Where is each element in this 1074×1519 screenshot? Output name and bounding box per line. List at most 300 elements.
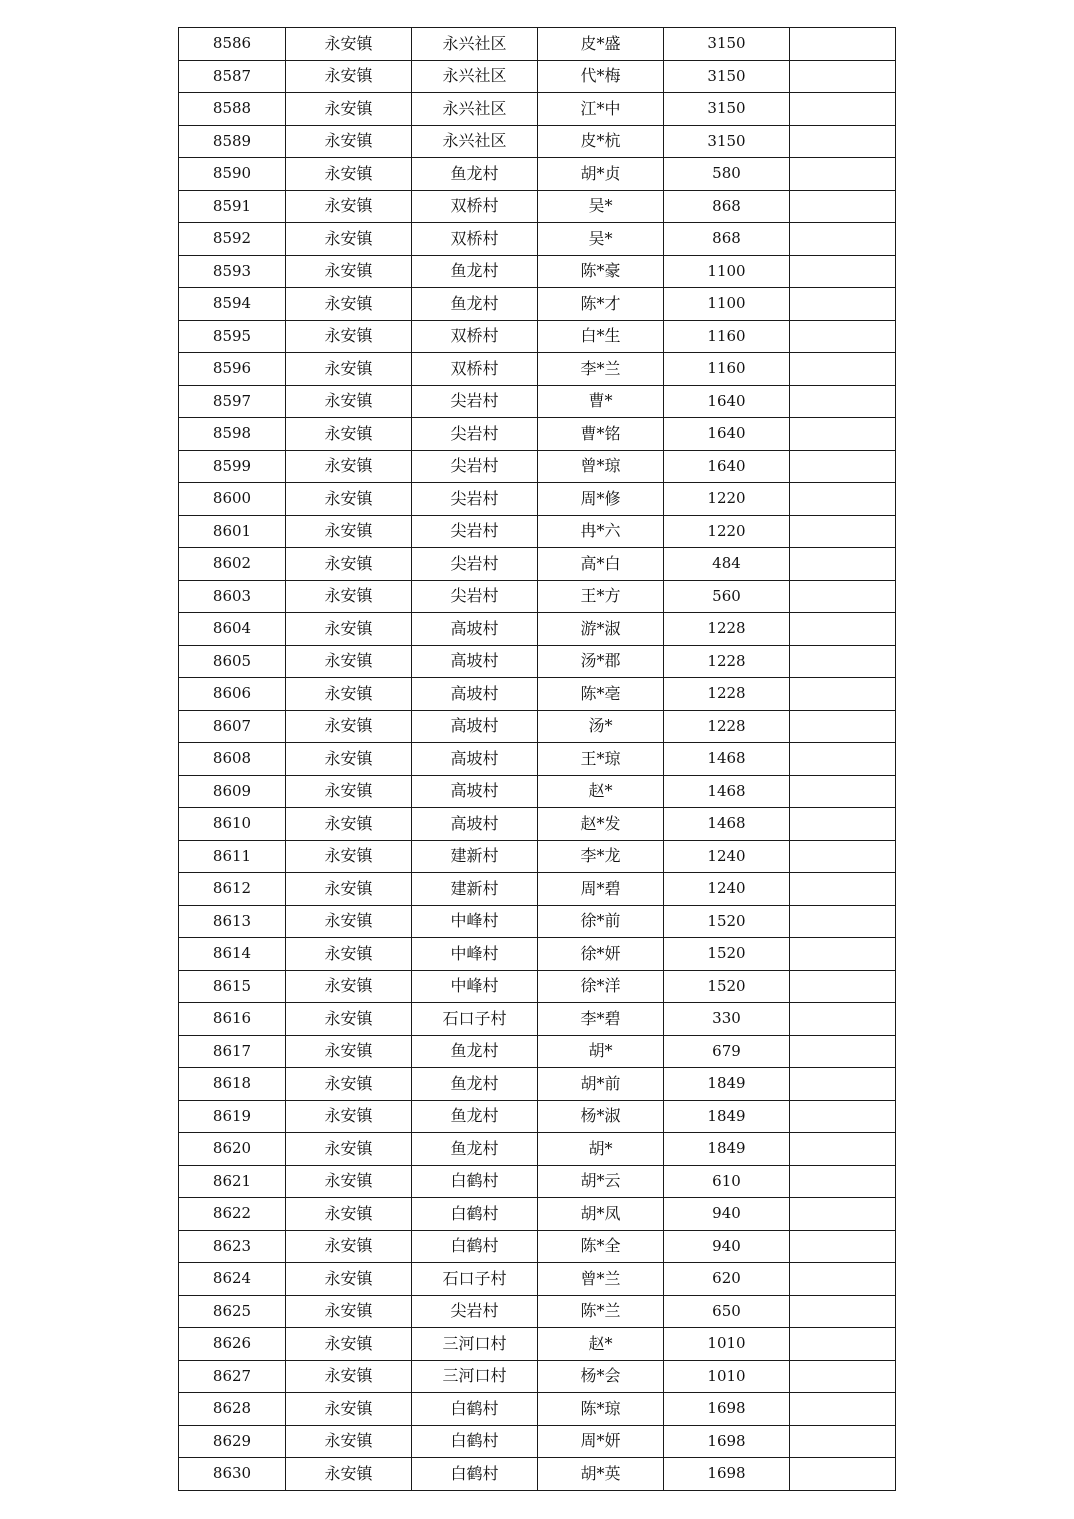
table-row: [179, 1360, 896, 1393]
town-cell: 永安镇: [286, 1295, 412, 1328]
town-cell: 永安镇: [286, 645, 412, 678]
village-cell: 白鹤村: [412, 1458, 538, 1491]
person-name-cell: 赵*发: [538, 808, 664, 841]
note-cell: [790, 840, 896, 873]
table-row: [179, 28, 896, 61]
serial-number-cell: 8597: [179, 385, 286, 418]
town-cell: 永安镇: [286, 483, 412, 516]
town-cell: 永安镇: [286, 1198, 412, 1231]
table-row: [179, 1068, 896, 1101]
serial-number-cell: 8601: [179, 515, 286, 548]
note-cell: [790, 353, 896, 386]
town-cell: 永安镇: [286, 938, 412, 971]
town-cell: 永安镇: [286, 288, 412, 321]
town-cell: 永安镇: [286, 158, 412, 191]
table-row: [179, 158, 896, 191]
village-cell: 白鹤村: [412, 1393, 538, 1426]
amount-cell: 1468: [664, 743, 790, 776]
amount-cell: 560: [664, 580, 790, 613]
table-row: [179, 515, 896, 548]
person-name-cell: 胡*前: [538, 1068, 664, 1101]
amount-cell: 1228: [664, 678, 790, 711]
amount-cell: 1698: [664, 1393, 790, 1426]
table-row: [179, 1328, 896, 1361]
note-cell: [790, 385, 896, 418]
town-cell: 永安镇: [286, 1458, 412, 1491]
amount-cell: 1010: [664, 1360, 790, 1393]
table-row: [179, 1458, 896, 1491]
person-name-cell: 徐*洋: [538, 970, 664, 1003]
village-cell: 永兴社区: [412, 28, 538, 61]
note-cell: [790, 710, 896, 743]
table-row: [179, 223, 896, 256]
amount-cell: 1100: [664, 255, 790, 288]
note-cell: [790, 808, 896, 841]
amount-cell: 1160: [664, 320, 790, 353]
note-cell: [790, 158, 896, 191]
table-row: [179, 938, 896, 971]
table-row: [179, 1133, 896, 1166]
note-cell: [790, 255, 896, 288]
serial-number-cell: 8616: [179, 1003, 286, 1036]
village-cell: 永兴社区: [412, 60, 538, 93]
serial-number-cell: 8604: [179, 613, 286, 646]
note-cell: [790, 93, 896, 126]
amount-cell: 1640: [664, 385, 790, 418]
note-cell: [790, 1198, 896, 1231]
note-cell: [790, 970, 896, 1003]
note-cell: [790, 418, 896, 451]
serial-number-cell: 8614: [179, 938, 286, 971]
person-name-cell: 皮*杭: [538, 125, 664, 158]
town-cell: 永安镇: [286, 60, 412, 93]
town-cell: 永安镇: [286, 255, 412, 288]
village-cell: 尖岩村: [412, 580, 538, 613]
note-cell: [790, 873, 896, 906]
village-cell: 鱼龙村: [412, 255, 538, 288]
town-cell: 永安镇: [286, 190, 412, 223]
note-cell: [790, 223, 896, 256]
serial-number-cell: 8595: [179, 320, 286, 353]
person-name-cell: 曹*: [538, 385, 664, 418]
person-name-cell: 胡*英: [538, 1458, 664, 1491]
table-row: [179, 1100, 896, 1133]
person-name-cell: 杨*会: [538, 1360, 664, 1393]
amount-cell: 1520: [664, 938, 790, 971]
town-cell: 永安镇: [286, 1328, 412, 1361]
table-row: [179, 808, 896, 841]
village-cell: 鱼龙村: [412, 1100, 538, 1133]
serial-number-cell: 8630: [179, 1458, 286, 1491]
town-cell: 永安镇: [286, 840, 412, 873]
table-row: [179, 645, 896, 678]
amount-cell: 484: [664, 548, 790, 581]
serial-number-cell: 8615: [179, 970, 286, 1003]
person-name-cell: 曾*兰: [538, 1263, 664, 1296]
village-cell: 永兴社区: [412, 125, 538, 158]
village-cell: 高坡村: [412, 775, 538, 808]
village-cell: 双桥村: [412, 320, 538, 353]
note-cell: [790, 938, 896, 971]
town-cell: 永安镇: [286, 905, 412, 938]
note-cell: [790, 288, 896, 321]
amount-cell: 1228: [664, 645, 790, 678]
note-cell: [790, 1458, 896, 1491]
table-row: [179, 1035, 896, 1068]
serial-number-cell: 8603: [179, 580, 286, 613]
person-name-cell: 陈*才: [538, 288, 664, 321]
village-cell: 鱼龙村: [412, 158, 538, 191]
table-row: [179, 775, 896, 808]
note-cell: [790, 645, 896, 678]
amount-cell: 3150: [664, 93, 790, 126]
town-cell: 永安镇: [286, 743, 412, 776]
person-name-cell: 冉*六: [538, 515, 664, 548]
note-cell: [790, 1328, 896, 1361]
person-name-cell: 吴*: [538, 190, 664, 223]
amount-cell: 1849: [664, 1068, 790, 1101]
village-cell: 鱼龙村: [412, 1068, 538, 1101]
note-cell: [790, 1295, 896, 1328]
amount-cell: 580: [664, 158, 790, 191]
amount-cell: 1100: [664, 288, 790, 321]
person-name-cell: 徐*妍: [538, 938, 664, 971]
amount-cell: 3150: [664, 125, 790, 158]
village-cell: 尖岩村: [412, 483, 538, 516]
table-row: [179, 678, 896, 711]
village-cell: 高坡村: [412, 808, 538, 841]
town-cell: 永安镇: [286, 1035, 412, 1068]
roster-table-body: [179, 28, 896, 1491]
amount-cell: 330: [664, 1003, 790, 1036]
amount-cell: 1698: [664, 1425, 790, 1458]
table-row: [179, 483, 896, 516]
serial-number-cell: 8620: [179, 1133, 286, 1166]
town-cell: 永安镇: [286, 1133, 412, 1166]
village-cell: 双桥村: [412, 223, 538, 256]
village-cell: 中峰村: [412, 905, 538, 938]
town-cell: 永安镇: [286, 125, 412, 158]
person-name-cell: 李*兰: [538, 353, 664, 386]
village-cell: 建新村: [412, 873, 538, 906]
serial-number-cell: 8623: [179, 1230, 286, 1263]
village-cell: 高坡村: [412, 613, 538, 646]
serial-number-cell: 8624: [179, 1263, 286, 1296]
amount-cell: 1468: [664, 775, 790, 808]
person-name-cell: 胡*: [538, 1133, 664, 1166]
table-row: [179, 613, 896, 646]
note-cell: [790, 548, 896, 581]
person-name-cell: 胡*贞: [538, 158, 664, 191]
note-cell: [790, 450, 896, 483]
table-row: [179, 1198, 896, 1231]
amount-cell: 1520: [664, 970, 790, 1003]
serial-number-cell: 8602: [179, 548, 286, 581]
village-cell: 三河口村: [412, 1328, 538, 1361]
amount-cell: 610: [664, 1165, 790, 1198]
note-cell: [790, 1425, 896, 1458]
serial-number-cell: 8610: [179, 808, 286, 841]
serial-number-cell: 8589: [179, 125, 286, 158]
serial-number-cell: 8609: [179, 775, 286, 808]
serial-number-cell: 8628: [179, 1393, 286, 1426]
table-row: [179, 60, 896, 93]
amount-cell: 868: [664, 190, 790, 223]
table-row: [179, 450, 896, 483]
town-cell: 永安镇: [286, 710, 412, 743]
note-cell: [790, 1165, 896, 1198]
amount-cell: 868: [664, 223, 790, 256]
village-cell: 尖岩村: [412, 418, 538, 451]
table-row: [179, 1165, 896, 1198]
village-cell: 高坡村: [412, 645, 538, 678]
note-cell: [790, 1003, 896, 1036]
person-name-cell: 汤*郡: [538, 645, 664, 678]
table-row: [179, 1263, 896, 1296]
town-cell: 永安镇: [286, 580, 412, 613]
town-cell: 永安镇: [286, 678, 412, 711]
amount-cell: 3150: [664, 28, 790, 61]
amount-cell: 3150: [664, 60, 790, 93]
village-cell: 建新村: [412, 840, 538, 873]
note-cell: [790, 775, 896, 808]
person-name-cell: 徐*前: [538, 905, 664, 938]
person-name-cell: 杨*淑: [538, 1100, 664, 1133]
table-row: [179, 1393, 896, 1426]
serial-number-cell: 8588: [179, 93, 286, 126]
note-cell: [790, 60, 896, 93]
table-row: [179, 353, 896, 386]
village-cell: 尖岩村: [412, 515, 538, 548]
table-row: [179, 418, 896, 451]
table-row: [179, 1003, 896, 1036]
note-cell: [790, 743, 896, 776]
serial-number-cell: 8605: [179, 645, 286, 678]
note-cell: [790, 1230, 896, 1263]
town-cell: 永安镇: [286, 418, 412, 451]
amount-cell: 1520: [664, 905, 790, 938]
village-cell: 高坡村: [412, 710, 538, 743]
person-name-cell: 王*琼: [538, 743, 664, 776]
town-cell: 永安镇: [286, 873, 412, 906]
serial-number-cell: 8590: [179, 158, 286, 191]
serial-number-cell: 8608: [179, 743, 286, 776]
table-row: [179, 1295, 896, 1328]
note-cell: [790, 1263, 896, 1296]
village-cell: 双桥村: [412, 353, 538, 386]
amount-cell: 1640: [664, 450, 790, 483]
village-cell: 高坡村: [412, 678, 538, 711]
serial-number-cell: 8627: [179, 1360, 286, 1393]
note-cell: [790, 905, 896, 938]
amount-cell: 1849: [664, 1133, 790, 1166]
town-cell: 永安镇: [286, 1360, 412, 1393]
town-cell: 永安镇: [286, 385, 412, 418]
amount-cell: 1010: [664, 1328, 790, 1361]
amount-cell: 1698: [664, 1458, 790, 1491]
person-name-cell: 高*白: [538, 548, 664, 581]
village-cell: 石口子村: [412, 1263, 538, 1296]
amount-cell: 1228: [664, 613, 790, 646]
town-cell: 永安镇: [286, 613, 412, 646]
town-cell: 永安镇: [286, 808, 412, 841]
amount-cell: 1640: [664, 418, 790, 451]
note-cell: [790, 1100, 896, 1133]
note-cell: [790, 515, 896, 548]
amount-cell: 679: [664, 1035, 790, 1068]
amount-cell: 1220: [664, 483, 790, 516]
serial-number-cell: 8592: [179, 223, 286, 256]
table-row: [179, 873, 896, 906]
person-name-cell: 游*淑: [538, 613, 664, 646]
serial-number-cell: 8600: [179, 483, 286, 516]
serial-number-cell: 8598: [179, 418, 286, 451]
note-cell: [790, 1068, 896, 1101]
town-cell: 永安镇: [286, 353, 412, 386]
village-cell: 中峰村: [412, 970, 538, 1003]
town-cell: 永安镇: [286, 515, 412, 548]
serial-number-cell: 8618: [179, 1068, 286, 1101]
table-row: [179, 840, 896, 873]
note-cell: [790, 1133, 896, 1166]
village-cell: 永兴社区: [412, 93, 538, 126]
village-cell: 尖岩村: [412, 450, 538, 483]
person-name-cell: 胡*: [538, 1035, 664, 1068]
town-cell: 永安镇: [286, 1393, 412, 1426]
amount-cell: 1240: [664, 873, 790, 906]
town-cell: 永安镇: [286, 1263, 412, 1296]
person-name-cell: 周*碧: [538, 873, 664, 906]
town-cell: 永安镇: [286, 93, 412, 126]
serial-number-cell: 8617: [179, 1035, 286, 1068]
village-cell: 尖岩村: [412, 548, 538, 581]
town-cell: 永安镇: [286, 548, 412, 581]
serial-number-cell: 8629: [179, 1425, 286, 1458]
amount-cell: 1220: [664, 515, 790, 548]
person-name-cell: 陈*琼: [538, 1393, 664, 1426]
amount-cell: 1160: [664, 353, 790, 386]
person-name-cell: 胡*凤: [538, 1198, 664, 1231]
town-cell: 永安镇: [286, 450, 412, 483]
serial-number-cell: 8606: [179, 678, 286, 711]
table-row: [179, 255, 896, 288]
table-row: [179, 580, 896, 613]
serial-number-cell: 8599: [179, 450, 286, 483]
person-name-cell: 陈*全: [538, 1230, 664, 1263]
person-name-cell: 周*妍: [538, 1425, 664, 1458]
person-name-cell: 陈*豪: [538, 255, 664, 288]
note-cell: [790, 1360, 896, 1393]
table-row: [179, 288, 896, 321]
amount-cell: 650: [664, 1295, 790, 1328]
village-cell: 鱼龙村: [412, 1133, 538, 1166]
person-name-cell: 白*生: [538, 320, 664, 353]
amount-cell: 940: [664, 1198, 790, 1231]
town-cell: 永安镇: [286, 223, 412, 256]
person-name-cell: 陈*亳: [538, 678, 664, 711]
town-cell: 永安镇: [286, 1100, 412, 1133]
person-name-cell: 皮*盛: [538, 28, 664, 61]
amount-cell: 1468: [664, 808, 790, 841]
person-name-cell: 王*方: [538, 580, 664, 613]
person-name-cell: 李*龙: [538, 840, 664, 873]
table-row: [179, 548, 896, 581]
serial-number-cell: 8612: [179, 873, 286, 906]
town-cell: 永安镇: [286, 1165, 412, 1198]
person-name-cell: 周*修: [538, 483, 664, 516]
note-cell: [790, 580, 896, 613]
village-cell: 白鹤村: [412, 1165, 538, 1198]
village-cell: 白鹤村: [412, 1230, 538, 1263]
person-name-cell: 汤*: [538, 710, 664, 743]
serial-number-cell: 8607: [179, 710, 286, 743]
serial-number-cell: 8587: [179, 60, 286, 93]
person-name-cell: 胡*云: [538, 1165, 664, 1198]
town-cell: 永安镇: [286, 28, 412, 61]
person-name-cell: 陈*兰: [538, 1295, 664, 1328]
note-cell: [790, 28, 896, 61]
table-row: [179, 743, 896, 776]
table-row: [179, 970, 896, 1003]
serial-number-cell: 8626: [179, 1328, 286, 1361]
serial-number-cell: 8591: [179, 190, 286, 223]
person-name-cell: 曾*琼: [538, 450, 664, 483]
table-row: [179, 1230, 896, 1263]
note-cell: [790, 1393, 896, 1426]
serial-number-cell: 8586: [179, 28, 286, 61]
village-cell: 石口子村: [412, 1003, 538, 1036]
table-row: [179, 1425, 896, 1458]
person-name-cell: 赵*: [538, 1328, 664, 1361]
serial-number-cell: 8593: [179, 255, 286, 288]
amount-cell: 1228: [664, 710, 790, 743]
town-cell: 永安镇: [286, 1003, 412, 1036]
note-cell: [790, 320, 896, 353]
note-cell: [790, 678, 896, 711]
amount-cell: 620: [664, 1263, 790, 1296]
serial-number-cell: 8621: [179, 1165, 286, 1198]
person-name-cell: 江*中: [538, 93, 664, 126]
note-cell: [790, 1035, 896, 1068]
note-cell: [790, 125, 896, 158]
amount-cell: 940: [664, 1230, 790, 1263]
serial-number-cell: 8619: [179, 1100, 286, 1133]
serial-number-cell: 8594: [179, 288, 286, 321]
table-row: [179, 385, 896, 418]
town-cell: 永安镇: [286, 1425, 412, 1458]
village-cell: 白鹤村: [412, 1198, 538, 1231]
serial-number-cell: 8611: [179, 840, 286, 873]
table-row: [179, 320, 896, 353]
serial-number-cell: 8596: [179, 353, 286, 386]
table-row: [179, 93, 896, 126]
table-row: [179, 710, 896, 743]
person-name-cell: 曹*铭: [538, 418, 664, 451]
person-name-cell: 赵*: [538, 775, 664, 808]
village-cell: 双桥村: [412, 190, 538, 223]
person-name-cell: 吴*: [538, 223, 664, 256]
serial-number-cell: 8613: [179, 905, 286, 938]
town-cell: 永安镇: [286, 320, 412, 353]
note-cell: [790, 190, 896, 223]
note-cell: [790, 483, 896, 516]
amount-cell: 1849: [664, 1100, 790, 1133]
serial-number-cell: 8622: [179, 1198, 286, 1231]
village-cell: 尖岩村: [412, 1295, 538, 1328]
person-name-cell: 代*梅: [538, 60, 664, 93]
village-cell: 鱼龙村: [412, 288, 538, 321]
table-row: [179, 905, 896, 938]
